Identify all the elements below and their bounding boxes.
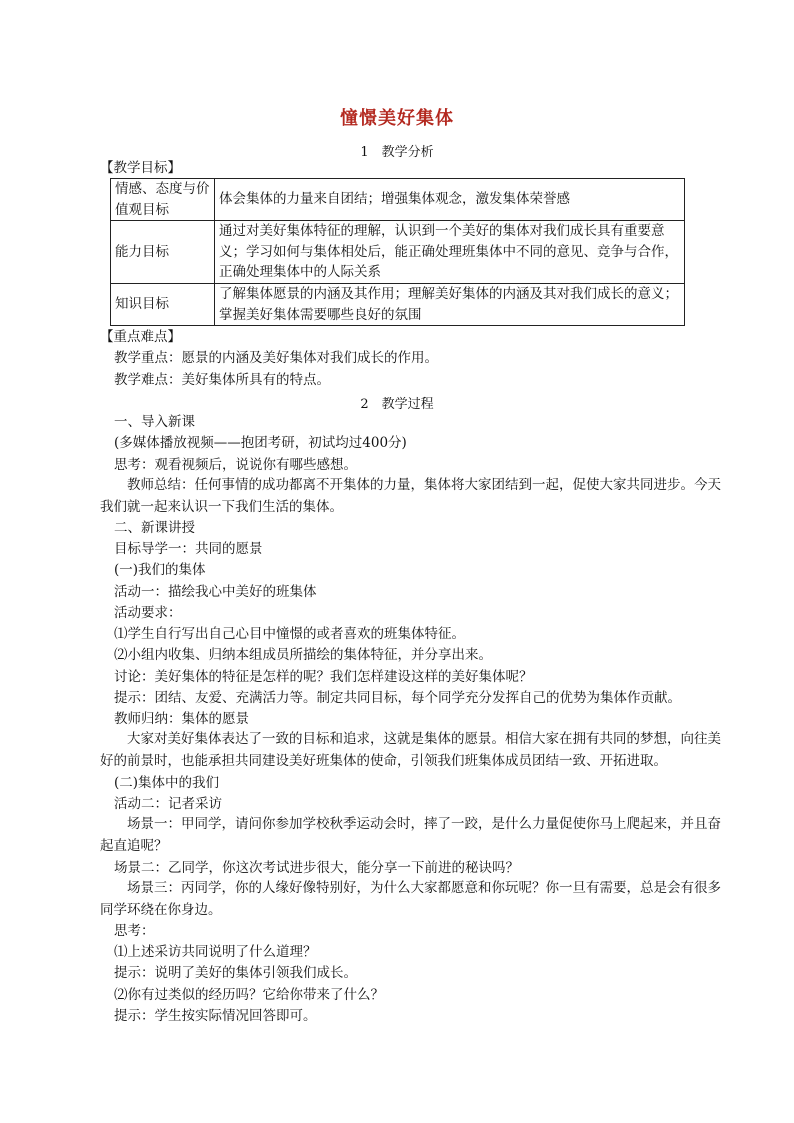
- objectives-table: [110, 178, 685, 326]
- body-line: (一)我们的集体: [114, 562, 206, 578]
- body-line: (多媒体播放视频——抱团考研，初试均过400分): [114, 435, 407, 451]
- body-line: 活动要求：: [114, 605, 182, 621]
- body-line: 一、导入新课: [114, 414, 195, 430]
- body-line: ⑴学生自行写出自己心目中憧憬的或者喜欢的班集体特征。: [114, 626, 465, 642]
- body-paragraph: 大家对美好集体表达了一致的目标和追求，这就是集体的愿景。相信大家在拥有共同的梦想，向往美好的前景时，也能承担共同建设美好班集体的使命，引领我们班集体成员团结一致、开拓进取。: [100, 731, 721, 769]
- body-line: 思考：: [114, 923, 155, 939]
- body-paragraph: 教师总结：任何事情的成功都离不开集体的力量，集体将大家团结到一起，促使大家共同进步。今天我们就一起来认识一下我们生活的集体。: [100, 477, 721, 515]
- objective-row: [111, 221, 685, 284]
- key-points-heading: 【重点难点】: [100, 329, 181, 345]
- section-heading-analysis: 1 教学分析: [360, 145, 434, 160]
- body-line: ⑵你有过类似的经历吗？它给你带来了什么？: [114, 987, 384, 1003]
- objective-label: 能力目标: [111, 221, 215, 284]
- document-title: 憧憬美好集体: [340, 108, 454, 129]
- objective-label: 情感、态度与价值观目标: [111, 179, 215, 221]
- body-line: 活动二：记者采访: [114, 796, 222, 812]
- body-paragraph: 场景三：丙同学，你的人缘好像特别好，为什么大家都愿意和你玩呢？你一旦有需要，总是会有很多同学环绕在你身边。: [100, 880, 721, 918]
- objective-row: [111, 179, 685, 221]
- body-line: 目标导学一：共同的愿景: [114, 541, 263, 557]
- body-line: 提示：说明了美好的集体引领我们成长。: [114, 965, 357, 981]
- body-line: 提示：学生按实际情况回答即可。: [114, 1008, 317, 1024]
- body-line: (二)集体中的我们: [114, 775, 220, 791]
- difficulty-text: 教学难点：美好集体所具有的特点。: [114, 372, 330, 388]
- body-paragraph: 场景一：甲同学，请问你参加学校秋季运动会时，摔了一跤，是什么力量促使你马上爬起来，并且奋起直追呢？: [100, 816, 721, 854]
- objective-content: 体会集体的力量来自团结；增强集体观念，激发集体荣誉感: [215, 179, 685, 221]
- section-heading-process: 2 教学过程: [360, 397, 434, 412]
- objective-row: [111, 284, 685, 326]
- body-line: 二、新课讲授: [114, 520, 195, 536]
- body-line: 思考：观看视频后，说说你有哪些感想。: [114, 457, 357, 473]
- body-line: 场景二：乙同学，你这次考试进步很大，能分享一下前进的秘诀吗？: [114, 860, 519, 876]
- body-line: ⑴上述采访共同说明了什么道理？: [114, 944, 317, 960]
- body-line: ⑵小组内收集、归纳本组成员所描绘的集体特征，并分享出来。: [114, 647, 492, 663]
- body-line: 教师归纳：集体的愿景: [114, 711, 249, 727]
- objective-content: 通过对美好集体特征的理解，认识到一个美好的集体对我们成长具有重要意义；学习如何与集体相处后，能正确处理班集体中不同的意见、竞争与合作，正确处理集体中的人际关系: [215, 221, 685, 284]
- objective-label: 知识目标: [111, 284, 215, 326]
- objectives-heading: 【教学目标】: [100, 160, 181, 176]
- body-line: 讨论：美好集体的特征是怎样的呢？我们怎样建设这样的美好集体呢？: [114, 669, 533, 685]
- body-line: 提示：团结、友爱、充满活力等。制定共同目标，每个同学充分发挥自己的优势为集体作贡献。: [114, 690, 681, 706]
- objective-content: 了解集体愿景的内涵及其作用；理解美好集体的内涵及其对我们成长的意义；掌握美好集体需要哪些良好的氛围: [215, 284, 685, 326]
- key-point-text: 教学重点：愿景的内涵及美好集体对我们成长的作用。: [114, 350, 438, 366]
- body-line: 活动一：描绘我心中美好的班集体: [114, 584, 317, 600]
